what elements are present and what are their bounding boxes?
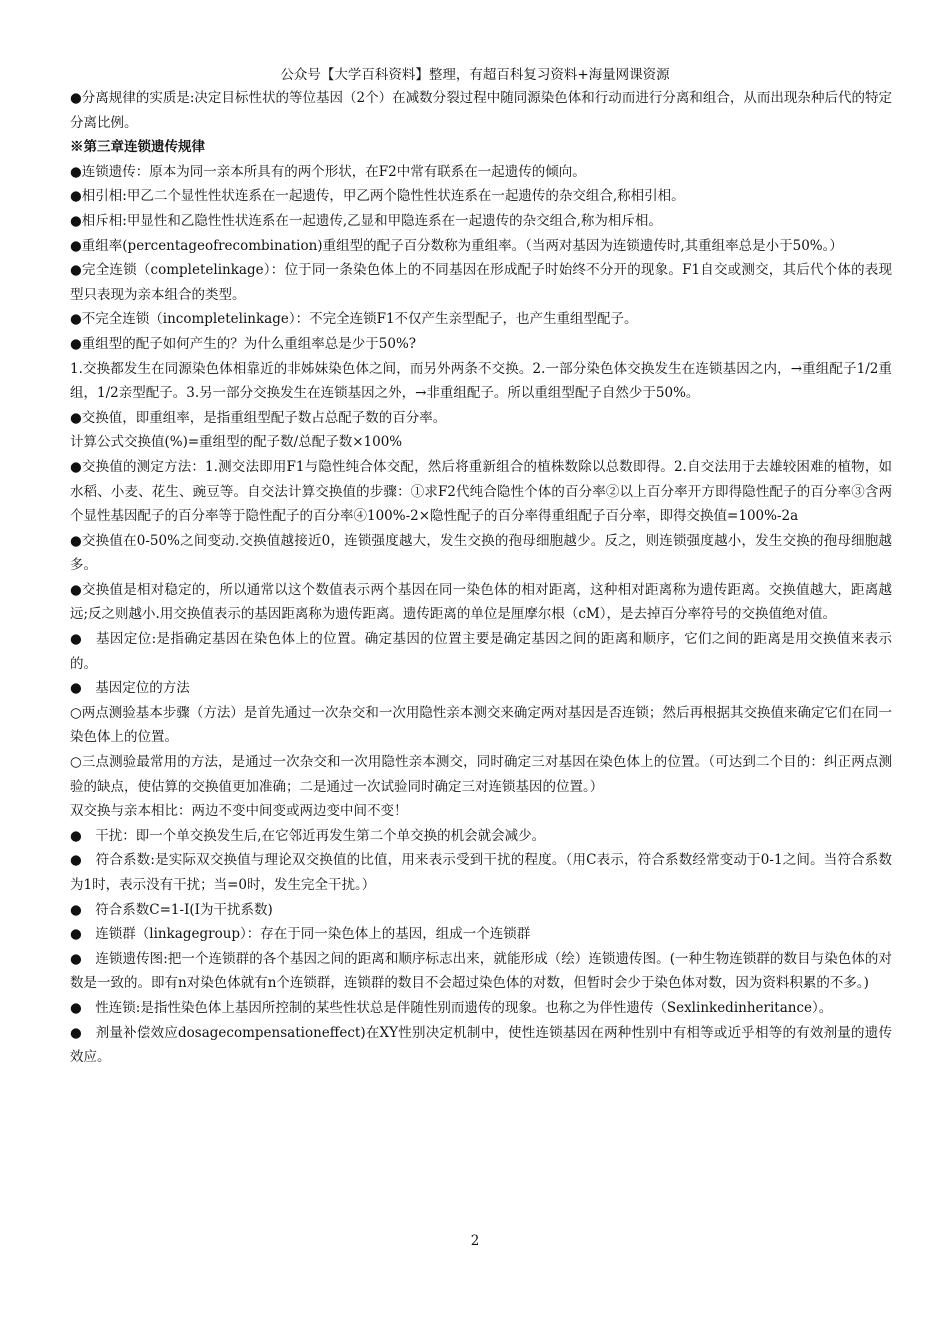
paragraph: ●不完全连锁（incompletelinkage）：不完全连锁F1不仅产生亲型配子，也产生重组型配子。	[70, 311, 638, 328]
paragraph: ● 干扰：即一个单交换发生后,在它邻近再发生第二个单交换的机会就会减少。	[70, 827, 546, 844]
paragraph: ●交换值的测定方法：1.测交法即用F1与隐性纯合体交配，然后将重新组合的植株数除以总数即得。2.自交法用于去雄较困难的植物，如水稻、小麦、花生、豌豆等。自交法计算交换值的步骤：①求F2代纯合隐性个体的百分率②以上百分率开方即得隐性配子的百分率③含两个显性基因配子的百分率等于隐性配子的百分率④100%-2×隐性配子的百分率得重组配子百分率，即得交换值=100%-2a	[70, 458, 892, 525]
paragraph: ● 连锁遗传图:把一个连锁群的各个基因之间的距离和顺序标志出来，就能形成（绘）连锁遗传图。(一种生物连锁群的数目与染色体的对数是一致的。即有n对染色体就有n个连锁群，连锁群的数目不会超过染色体的对数，但暂时会少于染色体对数，因为资料积累的不多。)	[70, 950, 892, 992]
paragraph: ●完全连锁（completelinkage）：位于同一条染色体上的不同基因在形成配子时始终不分开的现象。F1自交或测交，其后代个体的表现型只表现为亲本组合的类型。	[70, 262, 892, 303]
paragraph: 双交换与亲本相比：两边不变中间变或两边变中间不变！	[70, 803, 408, 820]
paragraph: 计算公式交换值(%)=重组型的配子数/总配子数×100%	[70, 434, 403, 451]
paragraph: 1.交换都发生在同源染色体相靠近的非姊妹染色体之间，而另外两条不交换。2.一部分染色体交换发生在连锁基因之内，→重组配子1/2重组，1/2亲型配子。3.另一部分交换发生在连锁基因之外，→非重组配子。所以重组型配子自然少于50%。	[70, 360, 892, 402]
page-number: 2	[470, 1233, 480, 1249]
paragraph: ● 符合系数C=1-I(I为干扰系数)	[70, 901, 273, 918]
paragraph: ● 剂量补偿效应dosagecompensationeffect)在XY性别决定机制中，使性连锁基因在两种性别中有相等或近乎相等的有效剂量的遗传效应。	[70, 1024, 892, 1066]
paragraph: ● 连锁群（linkagegroup）：存在于同一染色体上的基因，组成一个连锁群	[70, 926, 531, 943]
paragraph: ●相引相:甲乙二个显性性状连系在一起遗传，甲乙两个隐性性状连系在一起遗传的杂交组合,称相引相。	[70, 188, 685, 205]
paragraph: ●分离规律的实质是:决定目标性状的等位基因（2个）在减数分裂过程中随同源染色体和行动而进行分离和组合，从而出现杂种后代的特定分离比例。	[70, 90, 892, 131]
paragraph: ● 性连锁:是指性染色体上基因所控制的某些性状总是伴随性别而遗传的现象。也称之为伴性遗传（Sexlinkedinheritance）。	[70, 999, 833, 1016]
paragraph: ●相斥相:甲显性和乙隐性性状连系在一起遗传,乙显和甲隐连系在一起遗传的杂交组合,称为相斥相。	[70, 212, 662, 229]
chapter-heading: ※第三章连锁遗传规律	[70, 139, 205, 156]
paragraph: ● 符合系数:是实际双交换值与理论双交换值的比值，用来表示受到干扰的程度。（用C表示，符合系数经常变动于0-1之间。当符合系数为1时，表示没有干扰；当=0时，发生完全干扰。）	[70, 852, 892, 893]
paragraph: ●交换值在0-50%之间变动.交换值越接近0，连锁强度越大，发生交换的孢母细胞越少。反之，则连锁强度越小，发生交换的孢母细胞越多。	[70, 532, 892, 574]
paragraph: ○三点测验最常用的方法，是通过一次杂交和一次用隐性亲本测交，同时确定三对基因在染色体上的位置。（可达到二个目的：纠正两点测验的缺点，使估算的交换值更加准确；二是通过一次试验同时确定三对连锁基因的位置。）	[70, 754, 892, 795]
paragraph: ●重组率(percentageofrecombination)重组型的配子百分数称为重组率。（当两对基因为连锁遗传时,其重组率总是小于50%。）	[70, 237, 843, 254]
paragraph: ●交换值，即重组率，是指重组型配子数占总配子数的百分率。	[70, 409, 447, 426]
paragraph: ○两点测验基本步骤（方法）是首先通过一次杂交和一次用隐性亲本测交来确定两对基因是否连锁；然后再根据其交换值来确定它们在同一染色体上的位置。	[70, 704, 892, 746]
paragraph: ● 基因定位:是指确定基因在染色体上的位置。确定基因的位置主要是确定基因之间的距离和顺序，它们之间的距离是用交换值来表示的。	[70, 631, 892, 672]
paragraph: ●重组型的配子如何产生的？为什么重组率总是少于50%?	[70, 335, 417, 352]
paragraph: ●交换值是相对稳定的，所以通常以这个数值表示两个基因在同一染色体的相对距离，这种相对距离称为遗传距离。交换值越大，距离越远;反之则越小.用交换值表示的基因距离称为遗传距离。遗传距离的单位是厘摩尔根（cM），是去掉百分率符号的交换值绝对值。	[70, 581, 892, 623]
paragraph: ●连锁遗传：原本为同一亲本所具有的两个形状，在F2中常有联系在一起遗传的倾向。	[70, 163, 586, 180]
document-body	[70, 86, 892, 1070]
page-header: 公众号【大学百科资料】整理，有超百科复习资料+海量网课资源	[280, 67, 670, 83]
paragraph: ● 基因定位的方法	[70, 680, 190, 697]
